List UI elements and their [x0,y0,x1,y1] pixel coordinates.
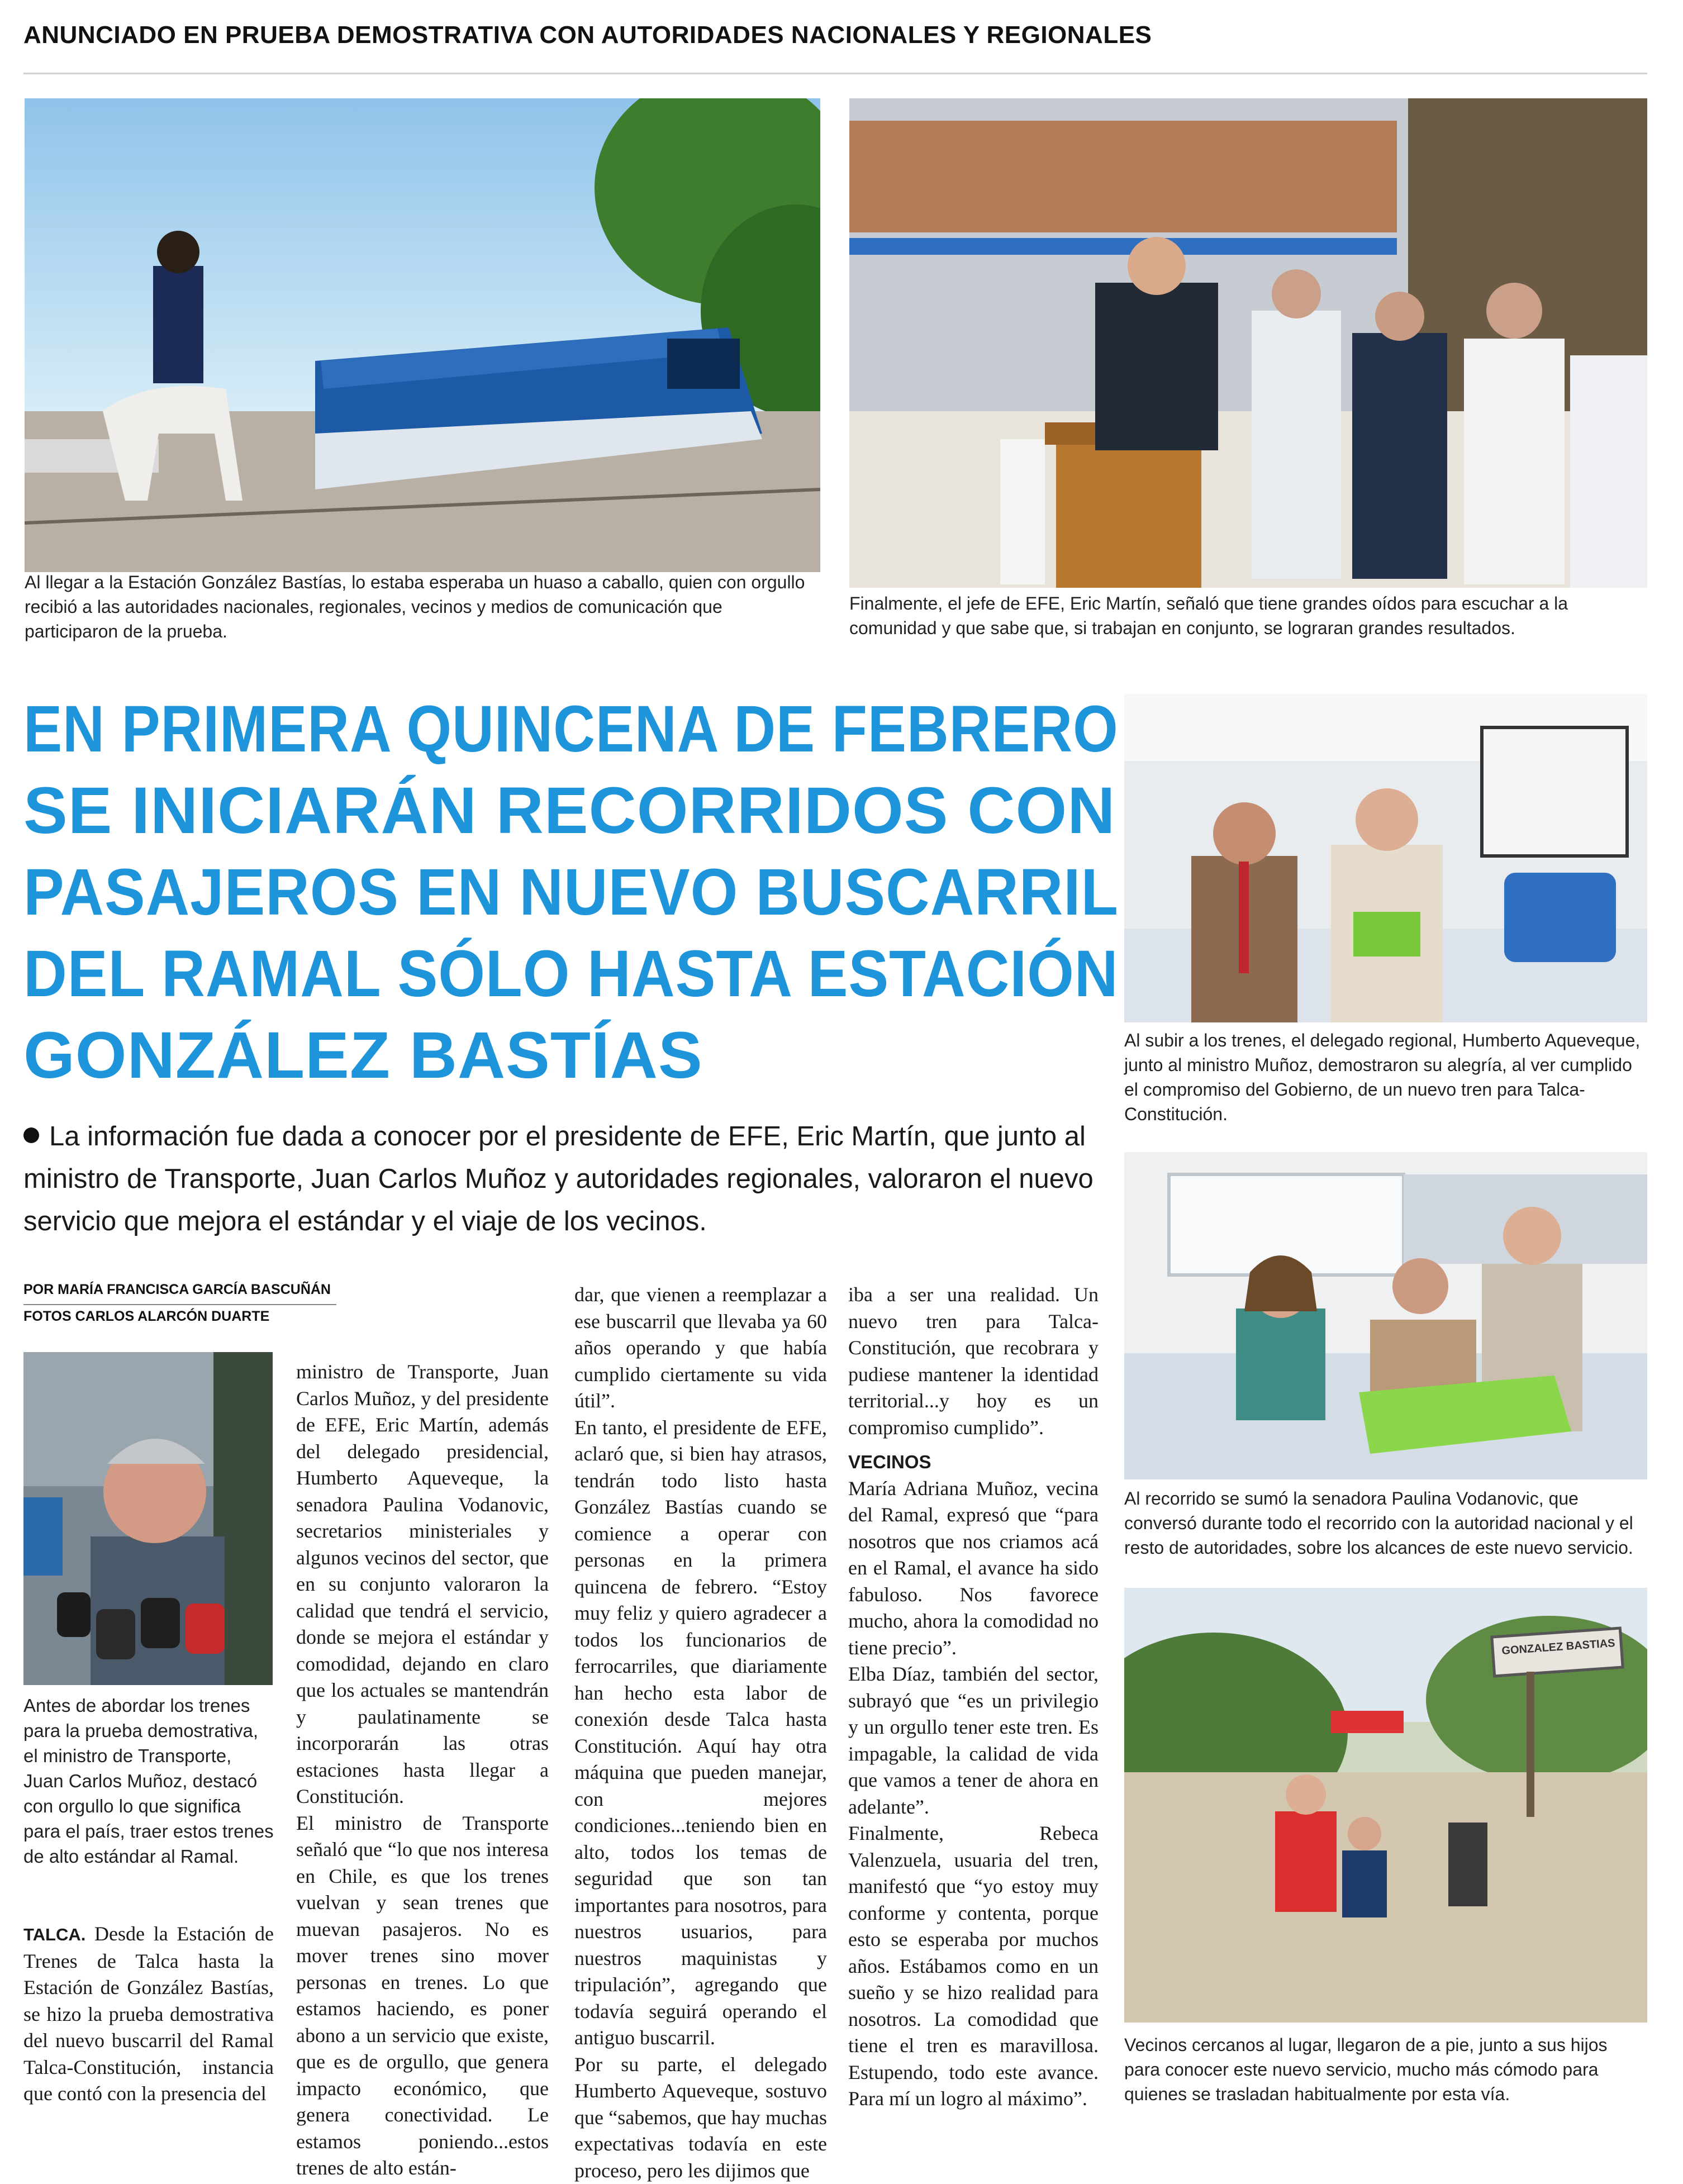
photo-minister-press [23,1352,273,1685]
lede [23,1115,1096,1243]
article-col-3 [574,1282,827,2184]
kicker: ANUNCIADO EN PRUEBA DEMOSTRATIVA CON AUTORIDADES NACIONALES Y REGIONALES [23,21,1644,49]
paragraph: Finalmente, Rebeca Valenzuela, usuaria del tren, manifestó que “yo estoy muy conforme y contenta, porque esto se esperaba por muchos años. Estábamos como en un sueño y se hizo realidad para nosotros. La comodidad que tiene el tren es maravillosa. Estupendo, todo este avance. Para mí un logro al máximo”. [848,1820,1099,2112]
photo-huaso-train [25,98,820,572]
headline-line: GONZÁLEZ BASTÍAS [23,1015,1119,1096]
caption-huaso: Al llegar a la Estación González Bastías, lo estaba esperaba un huaso a caballo, quien con orgullo recibió a las autoridades nacionales, regionales, vecinos y medios de comunicación que participaron de la prueba. [25,570,818,644]
headline-line: DEL RAMAL SÓLO HASTA ESTACIÓN [23,933,1023,1015]
credit-divider [23,1304,336,1305]
paragraph: Desde la Estación de Trenes de Talca hasta la Estación de González Bastías, se hizo la prueba demostrativa del nuevo buscarril del Ramal Talca-Constitución, instancia que contó con la presencia del [23,1923,274,2105]
paragraph: Elba Díaz, también del sector, subrayó que “es un privilegio y un orgullo tener este tren. Es impagable, la calidad de vida que vamos a tener de ahora en adelante”. [848,1661,1099,1820]
paragraph: Por su parte, el delegado Humberto Aqueveque, sostuvo que “sabemos, que hay muchas expectativas todavía en este proceso, pero les dijimos que [574,2052,827,2184]
article-col-2 [296,1359,549,2182]
paragraph: ministro de Transporte, Juan Carlos Muñoz, y del presidente de EFE, Eric Martín, además del delegado presidencial, Humberto Aqueveque, la senadora Paulina Vodanovic, secretarios ministeriales y algunos vecinos del sector, que en su conjunto valoraron la calidad que tendrá el servicio, donde se mejora el estándar y comodidad, dejando en claro que los actuales se mantendrán y paulatinamente se incorporarán las otras estaciones hasta llegar a Constitución. [296,1359,549,1810]
photo-credit: FOTOS CARLOS ALARCÓN DUARTE [23,1309,336,1325]
paragraph: María Adriana Muñoz, vecina del Ramal, expresó que “para nosotros que nos criamos acá en el Ramal, el avance ha sido fabuloso. Nos favorece mucho, ahora la comodidad no tiene precio”. [848,1476,1099,1662]
photo-station-neighbors [1124,1588,1647,2023]
caption-senator: Al recorrido se sumó la senadora Paulina Vodanovic, que conversó durante todo el recorrido con la autoridad nacional y el resto de autoridades, sobre los alcances de este nuevo servicio. [1124,1486,1647,1560]
photo-efe-speech [849,98,1647,588]
caption-efe-speech: Finalmente, el jefe de EFE, Eric Martín, señaló que tiene grandes oídos para escuchar a la comunidad y que sabe que, si trabajan en conjunto, se lograran grandes resultados. [849,591,1647,640]
caption-train-interior: Al subir a los trenes, el delegado regional, Humberto Aqueveque, junto al ministro Muñoz, demostraron su alegría, al ver cumplido el compromiso del Gobierno, de un nuevo tren para Talca- Constitución. [1124,1028,1647,1126]
headline [23,688,1119,1096]
paragraph: dar, que vienen a reemplazar a ese buscarril que llevaba ya 60 años operando y que había cumplido ciertamente su vida útil”. [574,1282,827,1415]
bullet-icon [23,1127,39,1143]
lede-text: La información fue dada a conocer por el presidente de EFE, Eric Martín, que junto al ministro de Transporte, Juan Carlos Muñoz y autoridades regionales, valoraron el nuevo servicio que mejora el estándar y el viaje de los vecinos. [23,1121,1094,1236]
paragraph: El ministro de Transporte señaló que “lo que nos interesa en Chile, es que los trenes vuelvan y sean trenes que muevan pasajeros. No es mover trenes sino mover personas en trenes. Lo que estamos haciendo, es poner abono a un servicio que existe, que es de orgullo, que genera impacto económico, que genera conectividad. Le estamos poniendo...estos trenes de alto están- [296,1810,549,2182]
caption-neighbors: Vecinos cercanos al lugar, llegaron de a pie, junto a sus hijos para conocer este nuevo servicio, mucho más cómodo para quienes se trasladan habitualmente por esta vía. [1124,2033,1647,2106]
article-col-1 [23,1921,274,2107]
headline-line: PASAJEROS EN NUEVO BUSCARRIL [23,851,1034,933]
station-sign-text: GONZALEZ BASTIAS [1499,1637,1617,1658]
article-col-4 [848,1282,1099,2112]
byline: POR MARÍA FRANCISCA GARCÍA BASCUÑÁN [23,1282,336,1298]
headline-line: SE INICIARÁN RECORRIDOS CON [23,770,1119,851]
subhead-vecinos: VECINOS [848,1449,1099,1476]
paragraph: iba a ser una realidad. Un nuevo tren para Talca-Constitución, que recobrara y pudiese mantener la identidad territorial...y hoy es un compromiso cumplido”. [848,1282,1099,1441]
headline-line: EN PRIMERA QUINCENA DE FEBRERO [23,688,986,770]
photo-train-interior [1124,694,1647,1022]
photo-senator-carriage [1124,1152,1647,1479]
caption-minister: Antes de abordar los trenes para la prueba demostrativa, el ministro de Transporte, Juan Carlos Muñoz, destacó con orgullo lo que significa para el país, traer estos trenes de alto estándar al Ramal. [23,1693,275,1869]
top-divider [23,73,1647,74]
paragraph: En tanto, el presidente de EFE, aclaró que, si bien hay atrasos, tendrán todo listo hasta González Bastías cuando se comience a operar con personas en la primera quincena de febrero. “Estoy muy feliz y quiero agradecer a todos los funcionarios de ferrocarriles, que diariamente han hecho esta labor de conexión desde Talca hasta Constitución. Aquí hay otra máquina que pueden manejar, con mejores condiciones...teniendo bien en alto, todos los temas de seguridad que son tan importantes para nosotros, para nuestros usuarios, para nuestros maquinistas y tripulación”, agregando que todavía seguirá operando el antiguo buscarril. [574,1415,827,2052]
dateline: TALCA. [23,1925,85,1944]
